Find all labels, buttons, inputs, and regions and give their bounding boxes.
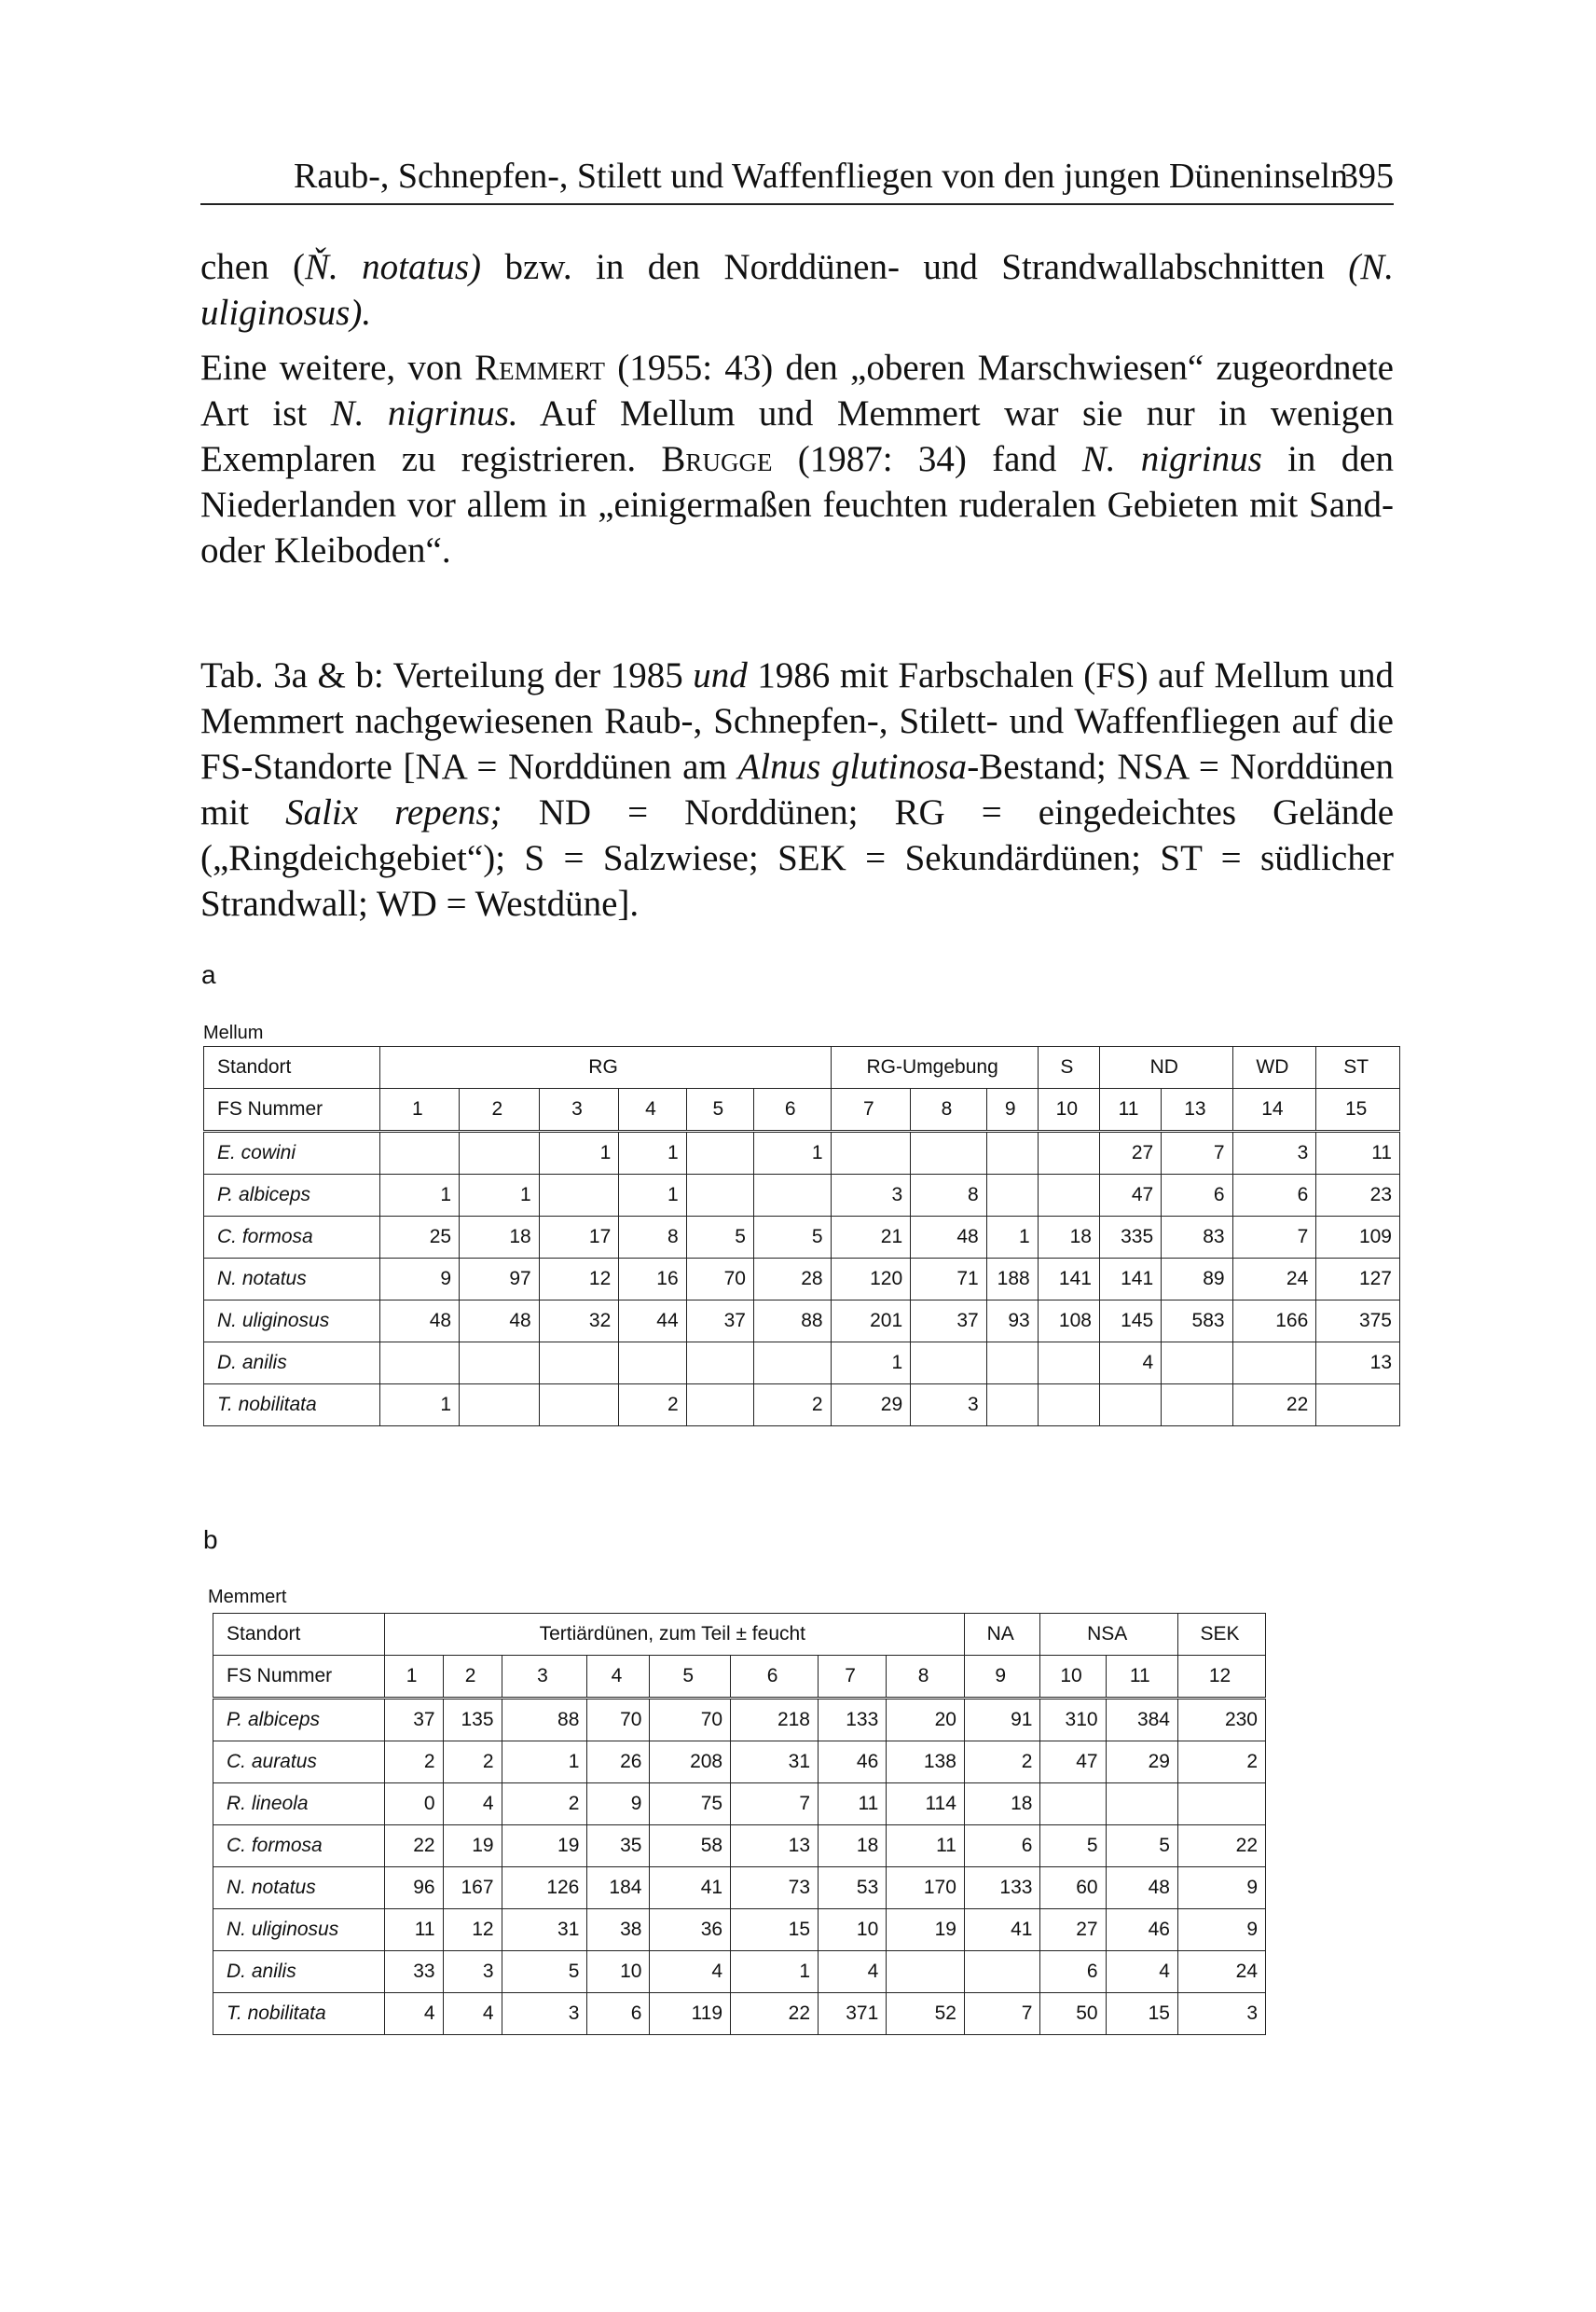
count-cell: 37	[686, 1300, 753, 1342]
count-cell	[964, 1951, 1040, 1993]
standort-row	[213, 1614, 1266, 1656]
count-cell: 3	[502, 1993, 587, 2035]
count-cell	[1162, 1384, 1232, 1426]
count-cell: 48	[379, 1300, 460, 1342]
count-cell: 28	[753, 1259, 831, 1300]
count-cell: 4	[1099, 1342, 1161, 1384]
running-header-title: Raub-, Schnepfen-, Stilett und Waffenfliegen von den jungen Düneninseln	[294, 157, 1349, 196]
count-cell: 2	[964, 1741, 1040, 1783]
count-cell: 46	[819, 1741, 887, 1783]
paragraph-2: Eine weitere, von Remmert (1955: 43) den „oberen Marschwiesen“ zugeordnete Art ist N. nigrinus. Auf Mellum und Memmert war sie nur in wenigen Exemplaren zu registrieren. Brugge (1987: 34) fand N. nigrinus in den Niederlanden vor allem in „einigermaßen feuchten ruderalen Gebieten mit Sand- oder Kleiboden“.	[200, 348, 1395, 571]
table-row	[204, 1132, 1400, 1175]
count-cell: 91	[964, 1699, 1040, 1741]
species-name: N. notatus	[213, 1867, 385, 1909]
count-cell	[911, 1132, 987, 1175]
count-cell	[460, 1132, 540, 1175]
count-cell: 108	[1038, 1300, 1099, 1342]
count-cell: 2	[384, 1741, 443, 1783]
table-row	[204, 1384, 1400, 1426]
count-cell: 1	[753, 1132, 831, 1175]
count-cell: 9	[1177, 1867, 1265, 1909]
table-a-part-label: a	[201, 960, 216, 989]
count-cell	[753, 1342, 831, 1384]
fs-number-header: 1	[379, 1089, 460, 1132]
standort-group-header: SEK	[1177, 1614, 1265, 1656]
count-cell: 11	[384, 1909, 443, 1951]
count-cell: 70	[587, 1699, 650, 1741]
table-b-title: Memmert	[208, 1587, 287, 1607]
count-cell: 35	[587, 1825, 650, 1867]
table-row	[204, 1342, 1400, 1384]
count-cell	[1099, 1384, 1161, 1426]
standort-group-header: WD	[1232, 1047, 1316, 1089]
count-cell: 96	[384, 1867, 443, 1909]
count-cell: 8	[911, 1175, 987, 1217]
count-cell: 114	[887, 1783, 965, 1825]
count-cell: 29	[831, 1384, 911, 1426]
count-cell: 127	[1316, 1259, 1400, 1300]
count-cell	[1162, 1342, 1232, 1384]
count-cell	[1038, 1175, 1099, 1217]
count-cell: 5	[502, 1951, 587, 1993]
count-cell: 7	[731, 1783, 819, 1825]
count-cell: 48	[460, 1300, 540, 1342]
count-cell: 47	[1040, 1741, 1106, 1783]
count-cell: 22	[1177, 1825, 1265, 1867]
count-cell: 170	[887, 1867, 965, 1909]
count-cell	[460, 1384, 540, 1426]
count-cell: 230	[1177, 1699, 1265, 1741]
count-cell: 27	[1099, 1132, 1161, 1175]
count-cell	[1038, 1342, 1099, 1384]
count-cell: 138	[887, 1741, 965, 1783]
fs-number-header: 9	[964, 1656, 1040, 1699]
count-cell: 2	[619, 1384, 686, 1426]
count-cell: 135	[443, 1699, 502, 1741]
count-cell: 37	[911, 1300, 987, 1342]
count-cell: 22	[731, 1993, 819, 2035]
count-cell: 41	[964, 1909, 1040, 1951]
count-cell: 141	[1099, 1259, 1161, 1300]
count-cell	[986, 1175, 1038, 1217]
table-a-title: Mellum	[203, 1023, 264, 1043]
standort-group-header: ST	[1316, 1047, 1400, 1089]
count-cell: 1	[831, 1342, 911, 1384]
fs-number-header: 2	[443, 1656, 502, 1699]
count-cell: 1	[731, 1951, 819, 1993]
count-cell	[539, 1342, 619, 1384]
count-cell: 20	[887, 1699, 965, 1741]
count-cell	[887, 1951, 965, 1993]
count-cell: 9	[1177, 1909, 1265, 1951]
count-cell: 3	[443, 1951, 502, 1993]
count-cell: 18	[460, 1217, 540, 1259]
count-cell: 11	[1316, 1132, 1400, 1175]
count-cell: 88	[502, 1699, 587, 1741]
fs-number-header: 2	[460, 1089, 540, 1132]
species-name: T. nobilitata	[204, 1384, 380, 1426]
count-cell: 133	[964, 1867, 1040, 1909]
count-cell: 48	[911, 1217, 987, 1259]
count-cell: 1	[379, 1384, 460, 1426]
count-cell: 145	[1099, 1300, 1161, 1342]
table-b-part-label: b	[203, 1525, 218, 1554]
count-cell: 4	[819, 1951, 887, 1993]
count-cell: 3	[831, 1175, 911, 1217]
count-cell	[686, 1342, 753, 1384]
count-cell: 167	[443, 1867, 502, 1909]
count-cell	[986, 1132, 1038, 1175]
count-cell	[686, 1132, 753, 1175]
species-name: N. notatus	[204, 1259, 380, 1300]
count-cell: 12	[443, 1909, 502, 1951]
fs-number-row	[204, 1089, 1400, 1132]
count-cell: 141	[1038, 1259, 1099, 1300]
fs-number-header: 4	[619, 1089, 686, 1132]
count-cell	[753, 1175, 831, 1217]
count-cell: 88	[753, 1300, 831, 1342]
count-cell: 2	[1177, 1741, 1265, 1783]
fs-number-header: 3	[539, 1089, 619, 1132]
table-row	[213, 1909, 1266, 1951]
count-cell: 17	[539, 1217, 619, 1259]
count-cell: 37	[384, 1699, 443, 1741]
count-cell: 5	[1040, 1825, 1106, 1867]
count-cell: 26	[587, 1741, 650, 1783]
count-cell: 31	[731, 1741, 819, 1783]
count-cell: 23	[1316, 1175, 1400, 1217]
count-cell: 16	[619, 1259, 686, 1300]
count-cell: 208	[650, 1741, 731, 1783]
count-cell: 10	[587, 1951, 650, 1993]
standort-group-header: S	[1038, 1047, 1099, 1089]
page-number: 395	[1341, 157, 1394, 196]
fs-number-header: 7	[819, 1656, 887, 1699]
count-cell: 18	[1038, 1217, 1099, 1259]
count-cell: 384	[1106, 1699, 1177, 1741]
count-cell: 1	[619, 1132, 686, 1175]
count-cell: 9	[379, 1259, 460, 1300]
fs-number-header: 7	[831, 1089, 911, 1132]
count-cell: 22	[384, 1825, 443, 1867]
count-cell	[379, 1342, 460, 1384]
count-cell	[1316, 1384, 1400, 1426]
count-cell: 21	[831, 1217, 911, 1259]
count-cell: 12	[539, 1259, 619, 1300]
fs-number-header: 12	[1177, 1656, 1265, 1699]
count-cell: 47	[1099, 1175, 1161, 1217]
table-row	[204, 1259, 1400, 1300]
table-caption: Tab. 3a & b: Verteilung der 1985 und 1986 mit Farbschalen (FS) auf Mellum und Memmert nachgewiesenen Raub-, Schnepfen-, Stilett- und Waffenfliegen auf die FS-Standorte [NA = Norddünen am Alnus glutinosa-Bestand; NSA = Norddünen mit Salix repens; ND = Norddünen; RG = eingedeichtes Gelände („Ringdeichgebiet“); S = Salzwiese; SEK = Sekundärdünen; ST = südlicher Strandwall; WD = Westdüne].	[200, 655, 1395, 924]
count-cell: 218	[731, 1699, 819, 1741]
count-cell: 166	[1232, 1300, 1316, 1342]
count-cell: 46	[1106, 1909, 1177, 1951]
species-name: C. auratus	[213, 1741, 385, 1783]
count-cell: 2	[753, 1384, 831, 1426]
count-cell: 33	[384, 1951, 443, 1993]
count-cell: 7	[964, 1993, 1040, 2035]
count-cell: 583	[1162, 1300, 1232, 1342]
fs-number-header: 5	[650, 1656, 731, 1699]
count-cell: 93	[986, 1300, 1038, 1342]
count-cell: 13	[731, 1825, 819, 1867]
count-cell: 371	[819, 1993, 887, 2035]
count-cell: 7	[1162, 1132, 1232, 1175]
count-cell: 19	[887, 1909, 965, 1951]
count-cell: 18	[964, 1783, 1040, 1825]
count-cell: 41	[650, 1867, 731, 1909]
species-name: C. formosa	[213, 1825, 385, 1867]
count-cell	[1038, 1132, 1099, 1175]
count-cell: 184	[587, 1867, 650, 1909]
table-row	[213, 1699, 1266, 1741]
count-cell: 375	[1316, 1300, 1400, 1342]
count-cell	[1038, 1384, 1099, 1426]
count-cell: 89	[1162, 1259, 1232, 1300]
count-cell: 83	[1162, 1217, 1232, 1259]
count-cell	[1106, 1783, 1177, 1825]
count-cell: 6	[1232, 1175, 1316, 1217]
fs-number-header: 6	[753, 1089, 831, 1132]
fs-number-header: 15	[1316, 1089, 1400, 1132]
fs-number-header: 4	[587, 1656, 650, 1699]
species-name: D. anilis	[204, 1342, 380, 1384]
count-cell: 71	[911, 1259, 987, 1300]
table-row	[204, 1217, 1400, 1259]
count-cell: 22	[1232, 1384, 1316, 1426]
fs-number-header: 8	[911, 1089, 987, 1132]
count-cell: 5	[1106, 1825, 1177, 1867]
count-cell: 75	[650, 1783, 731, 1825]
count-cell: 44	[619, 1300, 686, 1342]
standort-group-header: NA	[964, 1614, 1040, 1656]
paragraph-1: chen (Ň. notatus) bzw. in den Norddünen- und Strandwallabschnitten (N. uliginosus).	[200, 247, 1394, 333]
count-cell: 1	[986, 1217, 1038, 1259]
count-cell: 310	[1040, 1699, 1106, 1741]
fs-number-header: 10	[1038, 1089, 1099, 1132]
species-name: E. cowini	[204, 1132, 380, 1175]
count-cell: 109	[1316, 1217, 1400, 1259]
count-cell	[539, 1175, 619, 1217]
species-name: P. albiceps	[213, 1699, 385, 1741]
table-row	[213, 1951, 1266, 1993]
fs-number-header: 10	[1040, 1656, 1106, 1699]
count-cell: 126	[502, 1867, 587, 1909]
standort-group-header: Tertiärdünen, zum Teil ± feucht	[384, 1614, 964, 1656]
count-cell: 6	[1040, 1951, 1106, 1993]
fs-number-header: 13	[1162, 1089, 1232, 1132]
count-cell: 133	[819, 1699, 887, 1741]
running-header	[200, 153, 1394, 205]
count-cell: 188	[986, 1259, 1038, 1300]
count-cell: 38	[587, 1909, 650, 1951]
count-cell: 3	[911, 1384, 987, 1426]
count-cell: 31	[502, 1909, 587, 1951]
count-cell: 5	[686, 1217, 753, 1259]
body-text	[200, 244, 1394, 573]
count-cell: 2	[443, 1741, 502, 1783]
fs-number-header: 6	[731, 1656, 819, 1699]
count-cell: 13	[1316, 1342, 1400, 1384]
standort-label: Standort	[204, 1047, 380, 1089]
count-cell	[460, 1342, 540, 1384]
species-name: D. anilis	[213, 1951, 385, 1993]
count-cell	[1177, 1783, 1265, 1825]
count-cell: 6	[964, 1825, 1040, 1867]
count-cell: 11	[887, 1825, 965, 1867]
fs-number-header: 1	[384, 1656, 443, 1699]
count-cell: 119	[650, 1993, 731, 2035]
standort-group-header: RG	[379, 1047, 831, 1089]
fs-number-header: 8	[887, 1656, 965, 1699]
count-cell: 48	[1106, 1867, 1177, 1909]
species-name: P. albiceps	[204, 1175, 380, 1217]
count-cell: 32	[539, 1300, 619, 1342]
standort-row	[204, 1047, 1400, 1089]
count-cell: 3	[1177, 1993, 1265, 2035]
count-cell: 18	[819, 1825, 887, 1867]
count-cell: 9	[587, 1783, 650, 1825]
species-name: N. uliginosus	[204, 1300, 380, 1342]
count-cell: 24	[1177, 1951, 1265, 1993]
count-cell	[986, 1384, 1038, 1426]
count-cell	[686, 1384, 753, 1426]
table-row	[204, 1300, 1400, 1342]
table-row	[213, 1993, 1266, 2035]
count-cell: 6	[587, 1993, 650, 2035]
species-name: R. lineola	[213, 1783, 385, 1825]
count-cell	[619, 1342, 686, 1384]
mellum-table	[203, 1046, 1400, 1426]
count-cell: 8	[619, 1217, 686, 1259]
count-cell: 70	[650, 1699, 731, 1741]
count-cell: 60	[1040, 1867, 1106, 1909]
count-cell: 0	[384, 1783, 443, 1825]
species-name: N. uliginosus	[213, 1909, 385, 1951]
species-name: C. formosa	[204, 1217, 380, 1259]
count-cell: 120	[831, 1259, 911, 1300]
count-cell: 4	[443, 1783, 502, 1825]
standort-label: Standort	[213, 1614, 385, 1656]
count-cell: 50	[1040, 1993, 1106, 2035]
count-cell: 25	[379, 1217, 460, 1259]
count-cell: 52	[887, 1993, 965, 2035]
table-row	[213, 1867, 1266, 1909]
count-cell: 73	[731, 1867, 819, 1909]
count-cell: 4	[384, 1993, 443, 2035]
fs-number-label: FS Nummer	[213, 1656, 385, 1699]
count-cell: 1	[539, 1132, 619, 1175]
count-cell: 10	[819, 1909, 887, 1951]
standort-group-header: ND	[1099, 1047, 1232, 1089]
standort-group-header: NSA	[1040, 1614, 1178, 1656]
count-cell	[686, 1175, 753, 1217]
table-row	[213, 1783, 1266, 1825]
table-row	[204, 1175, 1400, 1217]
table-row	[213, 1741, 1266, 1783]
count-cell: 27	[1040, 1909, 1106, 1951]
count-cell: 1	[379, 1175, 460, 1217]
fs-number-header: 11	[1099, 1089, 1161, 1132]
count-cell: 201	[831, 1300, 911, 1342]
fs-number-header: 5	[686, 1089, 753, 1132]
count-cell	[539, 1384, 619, 1426]
fs-number-row	[213, 1656, 1266, 1699]
count-cell: 15	[731, 1909, 819, 1951]
count-cell: 53	[819, 1867, 887, 1909]
count-cell: 19	[502, 1825, 587, 1867]
count-cell: 19	[443, 1825, 502, 1867]
memmert-table	[213, 1613, 1266, 2035]
fs-number-label: FS Nummer	[204, 1089, 380, 1132]
count-cell: 5	[753, 1217, 831, 1259]
count-cell	[1232, 1342, 1316, 1384]
fs-number-header: 11	[1106, 1656, 1177, 1699]
count-cell: 2	[502, 1783, 587, 1825]
count-cell: 4	[650, 1951, 731, 1993]
species-name: T. nobilitata	[213, 1993, 385, 2035]
count-cell: 4	[1106, 1951, 1177, 1993]
fs-number-header: 3	[502, 1656, 587, 1699]
table-row	[213, 1825, 1266, 1867]
count-cell	[379, 1132, 460, 1175]
count-cell	[911, 1342, 987, 1384]
count-cell: 1	[502, 1741, 587, 1783]
standort-group-header: RG-Umgebung	[831, 1047, 1038, 1089]
count-cell: 24	[1232, 1259, 1316, 1300]
count-cell: 15	[1106, 1993, 1177, 2035]
count-cell	[831, 1132, 911, 1175]
count-cell: 7	[1232, 1217, 1316, 1259]
fs-number-header: 14	[1232, 1089, 1316, 1132]
count-cell: 97	[460, 1259, 540, 1300]
count-cell: 4	[443, 1993, 502, 2035]
count-cell: 36	[650, 1909, 731, 1951]
count-cell: 6	[1162, 1175, 1232, 1217]
count-cell: 335	[1099, 1217, 1161, 1259]
count-cell: 1	[460, 1175, 540, 1217]
count-cell: 1	[619, 1175, 686, 1217]
count-cell: 3	[1232, 1132, 1316, 1175]
count-cell: 11	[819, 1783, 887, 1825]
count-cell: 58	[650, 1825, 731, 1867]
count-cell	[1040, 1783, 1106, 1825]
fs-number-header: 9	[986, 1089, 1038, 1132]
count-cell: 70	[686, 1259, 753, 1300]
count-cell: 29	[1106, 1741, 1177, 1783]
count-cell	[986, 1342, 1038, 1384]
